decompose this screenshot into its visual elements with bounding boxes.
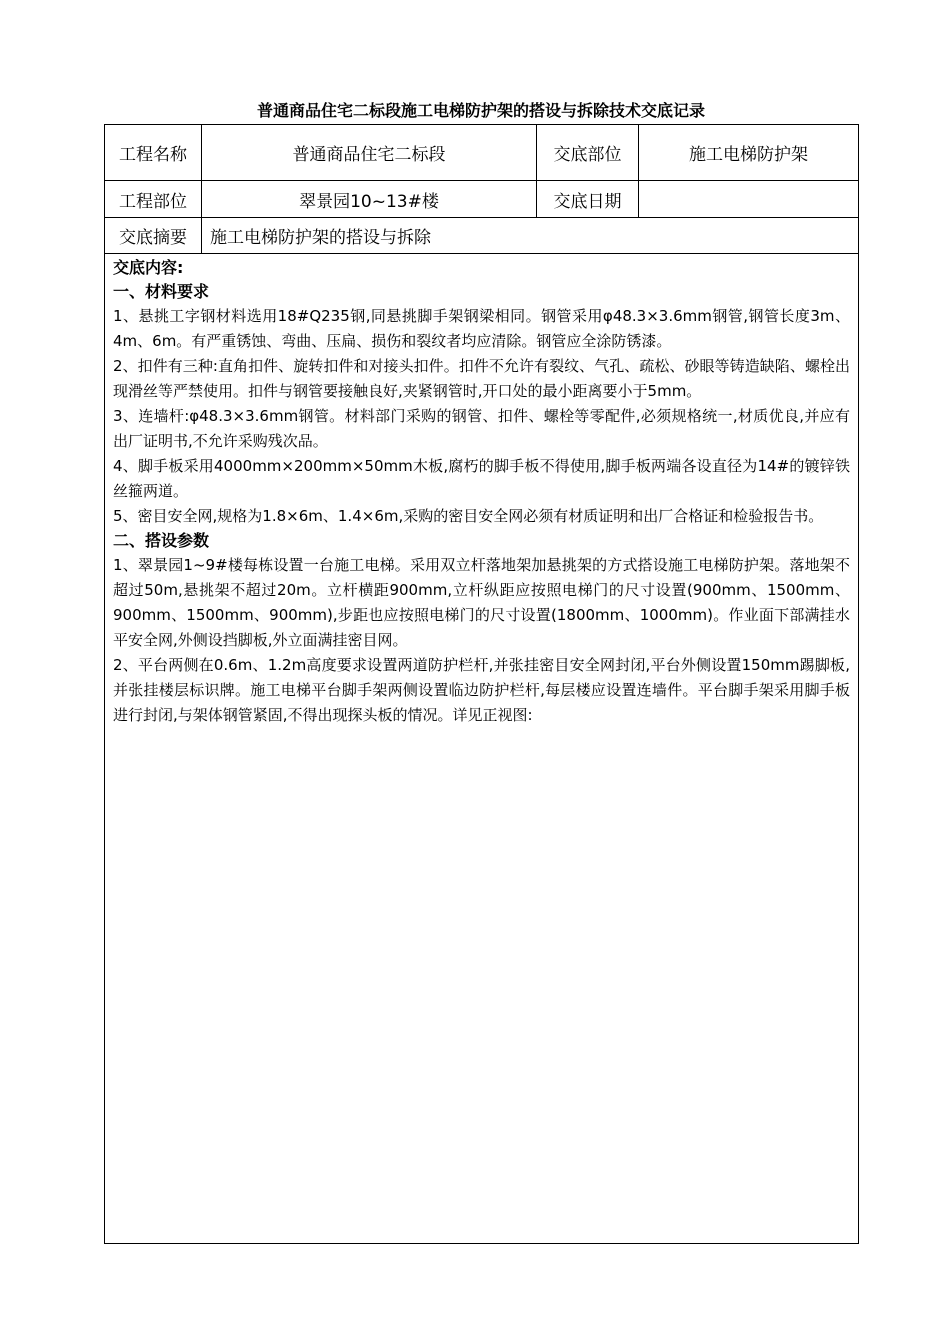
handover-location-value: 施工电梯防护架 [639, 125, 859, 181]
paragraph: 2、扣件有三种:直角扣件、旋转扣件和对接头扣件。扣件不允许有裂纹、气孔、疏松、砂眼等铸造缺陷、螺栓出现滑丝等严禁使用。扣件与钢管要接触良好,夹紧钢管时,开口处的最小距离要小于5mm。 [113, 357, 850, 400]
handover-date-label: 交底日期 [537, 181, 639, 218]
document-title: 普通商品住宅二标段施工电梯防护架的搭设与拆除技术交底记录 [256, 101, 705, 120]
paragraph: 2、平台两侧在0.6m、1.2m高度要求设置两道防护栏杆,并张挂密目安全网封闭,平台外侧设置150mm踢脚板,并张挂楼层标识牌。施工电梯平台脚手架两侧设置临边防护栏杆,每层楼应设置连墙件。平台脚手架采用脚手板进行封闭,与架体钢管紧固,不得出现探头板的情况。详见正视图: [113, 656, 850, 724]
summary-value: 施工电梯防护架的搭设与拆除 [202, 218, 859, 254]
project-name-label: 工程名称 [105, 125, 202, 181]
row-summary [105, 218, 859, 254]
handover-date-value [639, 181, 859, 218]
paragraph: 4、脚手板采用4000mm×200mm×50mm木板,腐朽的脚手板不得使用,脚手板两端各设直径为14#的镀锌铁丝箍两道。 [113, 457, 850, 500]
summary-label: 交底摘要 [105, 218, 202, 254]
paragraph: 1、悬挑工字钢材料选用18#Q235钢,同悬挑脚手架钢梁相同。钢管采用φ48.3×3.6mm钢管,钢管长度3m、4m、6m。有严重锈蚀、弯曲、压扁、损伤和裂纹者均应清除。钢管应全涂防锈漆。 [113, 307, 850, 350]
paragraph: 5、密目安全网,规格为1.8×6m、1.4×6m,采购的密目安全网必须有材质证明和出厂合格证和检验报告书。 [113, 507, 824, 525]
row-project-name [105, 125, 859, 181]
section-heading-materials: 一、材料要求 [113, 282, 210, 301]
section-heading-erection-parameters: 二、搭设参数 [113, 531, 210, 550]
content-cell [105, 254, 859, 1244]
content-heading: 交底内容: [113, 258, 184, 277]
handover-location-label: 交底部位 [537, 125, 639, 181]
project-name-value: 普通商品住宅二标段 [202, 125, 537, 181]
paragraph: 1、翠景园1~9#楼每栋设置一台施工电梯。采用双立杆落地架加悬挑架的方式搭设施工电梯防护架。落地架不超过50m,悬挑架不超过20m。立杆横距900mm,立杆纵距应按照电梯门的尺寸设置(900mm、1500mm、900mm、1500mm、900mm),步距也应按照电梯门的尺寸设置(1800mm、1000mm)。作业面下部满挂水平安全网,外侧设挡脚板,外立面满挂密目网。 [113, 556, 850, 649]
project-part-label: 工程部位 [105, 181, 202, 218]
project-part-value: 翠景园10~13#楼 [202, 181, 537, 218]
paragraph: 3、连墙杆:φ48.3×3.6mm钢管。材料部门采购的钢管、扣件、螺栓等零配件,必须规格统一,材质优良,并应有出厂证明书,不允许采购残次品。 [113, 407, 850, 450]
row-content [105, 254, 859, 1244]
handover-record-table [104, 124, 859, 1244]
row-project-part [105, 181, 859, 218]
